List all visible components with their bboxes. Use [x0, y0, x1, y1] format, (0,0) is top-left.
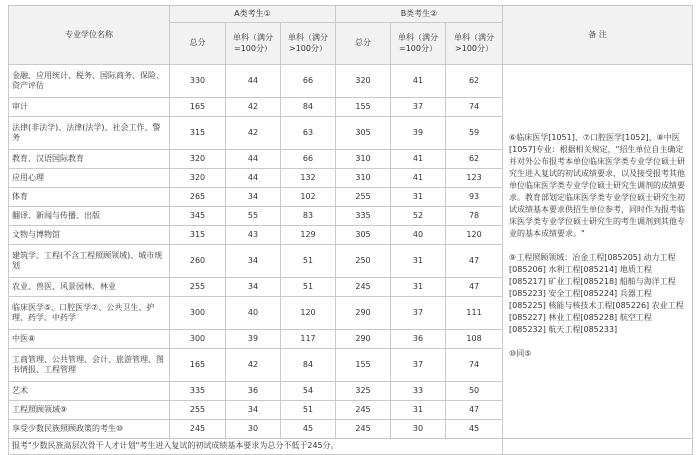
b-total-cell: 310 [336, 150, 391, 169]
b-single-gt100-cell: 47 [446, 245, 503, 278]
b-single100-cell: 37 [391, 297, 446, 330]
major-name-cell: 工程照顾领域⑨ [9, 401, 170, 420]
header-group-b: B类考生② [336, 6, 503, 23]
major-name-cell: 农业、兽医、风景园林、林业 [9, 278, 170, 297]
b-single-gt100-cell: 74 [446, 98, 503, 117]
b-total-cell: 290 [336, 330, 391, 349]
a-total-cell: 300 [170, 297, 226, 330]
b-total-cell: 335 [336, 207, 391, 226]
a-single100-cell: 40 [226, 297, 281, 330]
b-total-cell: 305 [336, 117, 391, 150]
a-single100-cell: 36 [226, 382, 281, 401]
b-single100-cell: 41 [391, 65, 446, 98]
a-total-cell: 315 [170, 117, 226, 150]
a-single-gt100-cell: 120 [281, 297, 336, 330]
b-single-gt100-cell: 47 [446, 278, 503, 297]
a-single100-cell: 34 [226, 188, 281, 207]
b-single-gt100-cell: 62 [446, 65, 503, 98]
footer-note: 报考"少数民族高层次骨干人才计划"考生进入复试的初试成绩基本要求为总分不低于245分。 [9, 439, 503, 455]
b-single100-cell: 41 [391, 150, 446, 169]
b-single-gt100-cell: 93 [446, 188, 503, 207]
b-single100-cell: 31 [391, 245, 446, 278]
a-single100-cell: 39 [226, 330, 281, 349]
a-single-gt100-cell: 51 [281, 245, 336, 278]
a-total-cell: 165 [170, 349, 226, 382]
b-single100-cell: 37 [391, 98, 446, 117]
b-single100-cell: 31 [391, 278, 446, 297]
header-group-a: A类考生① [170, 6, 336, 23]
a-single-gt100-cell: 83 [281, 207, 336, 226]
a-total-cell: 320 [170, 169, 226, 188]
major-name-cell: 体育 [9, 188, 170, 207]
major-name-cell: 享受少数民族照顾政策的考生⑩ [9, 420, 170, 439]
a-single100-cell: 42 [226, 98, 281, 117]
remarks-cell [503, 65, 693, 439]
header-a-single100: 单科（满分=100分） [226, 23, 281, 65]
b-single-gt100-cell: 45 [446, 420, 503, 439]
a-single100-cell: 44 [226, 65, 281, 98]
a-single-gt100-cell: 102 [281, 188, 336, 207]
header-a-single-gt100: 单科（满分>100分） [281, 23, 336, 65]
b-single100-cell: 52 [391, 207, 446, 226]
b-single-gt100-cell: 59 [446, 117, 503, 150]
header-a-total: 总分 [170, 23, 226, 65]
b-total-cell: 245 [336, 420, 391, 439]
a-single-gt100-cell: 129 [281, 226, 336, 245]
a-single-gt100-cell: 51 [281, 278, 336, 297]
major-name-cell: 文物与博物馆 [9, 226, 170, 245]
b-total-cell: 250 [336, 245, 391, 278]
b-total-cell: 155 [336, 98, 391, 117]
header-major: 专业学位名称 [9, 6, 170, 65]
b-single-gt100-cell: 78 [446, 207, 503, 226]
a-single-gt100-cell: 117 [281, 330, 336, 349]
b-single100-cell: 31 [391, 188, 446, 207]
major-name-cell: 工商管理、公共管理、会计、旅游管理、图书情报、工程管理 [9, 349, 170, 382]
b-single-gt100-cell: 120 [446, 226, 503, 245]
major-name-cell: 金融、应用统计、税务、国际商务、保险、资产评估 [9, 65, 170, 98]
a-single100-cell: 55 [226, 207, 281, 226]
b-total-cell: 255 [336, 188, 391, 207]
header-b-single-gt100: 单科（满分>100分） [446, 23, 503, 65]
a-single100-cell: 30 [226, 420, 281, 439]
b-single-gt100-cell: 74 [446, 349, 503, 382]
a-total-cell: 165 [170, 98, 226, 117]
remark-note3: ⑩同⑤ [509, 348, 532, 358]
b-total-cell: 325 [336, 382, 391, 401]
major-name-cell: 临床医学⑤、口腔医学⑦、公共卫生、护理、药学、中药学 [9, 297, 170, 330]
b-single100-cell: 40 [391, 226, 446, 245]
a-single100-cell: 43 [226, 226, 281, 245]
a-single-gt100-cell: 45 [281, 420, 336, 439]
major-name-cell: 教育、汉语国际教育 [9, 150, 170, 169]
a-single100-cell: 42 [226, 117, 281, 150]
table-body [9, 65, 693, 439]
major-name-cell: 审计 [9, 98, 170, 117]
major-name-cell: 中医⑧ [9, 330, 170, 349]
a-single100-cell: 44 [226, 150, 281, 169]
b-total-cell: 245 [336, 278, 391, 297]
b-single100-cell: 30 [391, 420, 446, 439]
a-total-cell: 335 [170, 382, 226, 401]
b-total-cell: 155 [336, 349, 391, 382]
b-single-gt100-cell: 123 [446, 169, 503, 188]
header-remarks: 备 注 [503, 6, 693, 65]
b-total-cell: 310 [336, 169, 391, 188]
b-single100-cell: 37 [391, 349, 446, 382]
a-single100-cell: 34 [226, 401, 281, 420]
table-row [9, 65, 693, 98]
a-single100-cell: 34 [226, 278, 281, 297]
b-single-gt100-cell: 111 [446, 297, 503, 330]
header-b-single100: 单科（满分=100分） [391, 23, 446, 65]
a-single-gt100-cell: 84 [281, 349, 336, 382]
b-total-cell: 245 [336, 401, 391, 420]
major-name-cell: 艺术 [9, 382, 170, 401]
a-total-cell: 255 [170, 278, 226, 297]
major-name-cell: 应用心理 [9, 169, 170, 188]
a-single-gt100-cell: 66 [281, 65, 336, 98]
b-total-cell: 320 [336, 65, 391, 98]
major-name-cell: 建筑学、工程(不含工程照顾领域)、城市规划 [9, 245, 170, 278]
b-total-cell: 305 [336, 226, 391, 245]
a-total-cell: 320 [170, 150, 226, 169]
a-single-gt100-cell: 84 [281, 98, 336, 117]
header-b-total: 总分 [336, 23, 391, 65]
a-total-cell: 245 [170, 420, 226, 439]
a-total-cell: 260 [170, 245, 226, 278]
remark-note1: ⑥临床医学[1051]、⑦口腔医学[1052]、⑧中医[1057]专业：根据相关规定，"招生单位自主确定并对外公布报考本单位临床医学类专业学位硕士研究生进入复试的初试成绩要求，以及接受报考其他单位临床医学类专业学位硕士研究生调剂的成绩要求。教育部划定临床医学类专业学位硕士研究生初试成绩基本要求供招生单位参考，同时作为报考临床医学类专业学位硕士研究生的考生调剂到其他专业的基本成绩要求。" [509, 132, 686, 238]
a-single100-cell: 44 [226, 169, 281, 188]
a-total-cell: 345 [170, 207, 226, 226]
b-single-gt100-cell: 47 [446, 401, 503, 420]
a-total-cell: 315 [170, 226, 226, 245]
b-single100-cell: 36 [391, 330, 446, 349]
a-total-cell: 330 [170, 65, 226, 98]
b-single100-cell: 31 [391, 401, 446, 420]
a-single100-cell: 42 [226, 349, 281, 382]
score-table-wrapper [8, 5, 692, 455]
a-single100-cell: 34 [226, 245, 281, 278]
header-row-1 [9, 6, 693, 23]
major-name-cell: 翻译、新闻与传播、出版 [9, 207, 170, 226]
b-single100-cell: 33 [391, 382, 446, 401]
footer-row [9, 439, 693, 455]
b-single100-cell: 39 [391, 117, 446, 150]
footer-empty-cell [503, 439, 693, 455]
a-total-cell: 265 [170, 188, 226, 207]
a-single-gt100-cell: 51 [281, 401, 336, 420]
a-single-gt100-cell: 63 [281, 117, 336, 150]
a-single-gt100-cell: 66 [281, 150, 336, 169]
a-single-gt100-cell: 54 [281, 382, 336, 401]
b-single-gt100-cell: 62 [446, 150, 503, 169]
b-single-gt100-cell: 108 [446, 330, 503, 349]
b-total-cell: 290 [336, 297, 391, 330]
major-name-cell: 法律(非法学)、法律(法学)、社会工作、警务 [9, 117, 170, 150]
b-single-gt100-cell: 50 [446, 382, 503, 401]
score-table [8, 5, 693, 455]
remark-note2: ⑨工程照顾领域：冶金工程[085205] 动力工程[085206] 水利工程[085214] 地质工程[085217] 矿业工程[085218] 船舶与海洋工程[085223] 安全工程[085224] 兵器工程[085225] 核能与核技术工程[085226] 农业工程[085227] 林业工程[085228] 航空工程[085232] 航天工程[085233] [509, 252, 684, 334]
a-total-cell: 255 [170, 401, 226, 420]
b-single100-cell: 41 [391, 169, 446, 188]
a-single-gt100-cell: 132 [281, 169, 336, 188]
a-total-cell: 300 [170, 330, 226, 349]
